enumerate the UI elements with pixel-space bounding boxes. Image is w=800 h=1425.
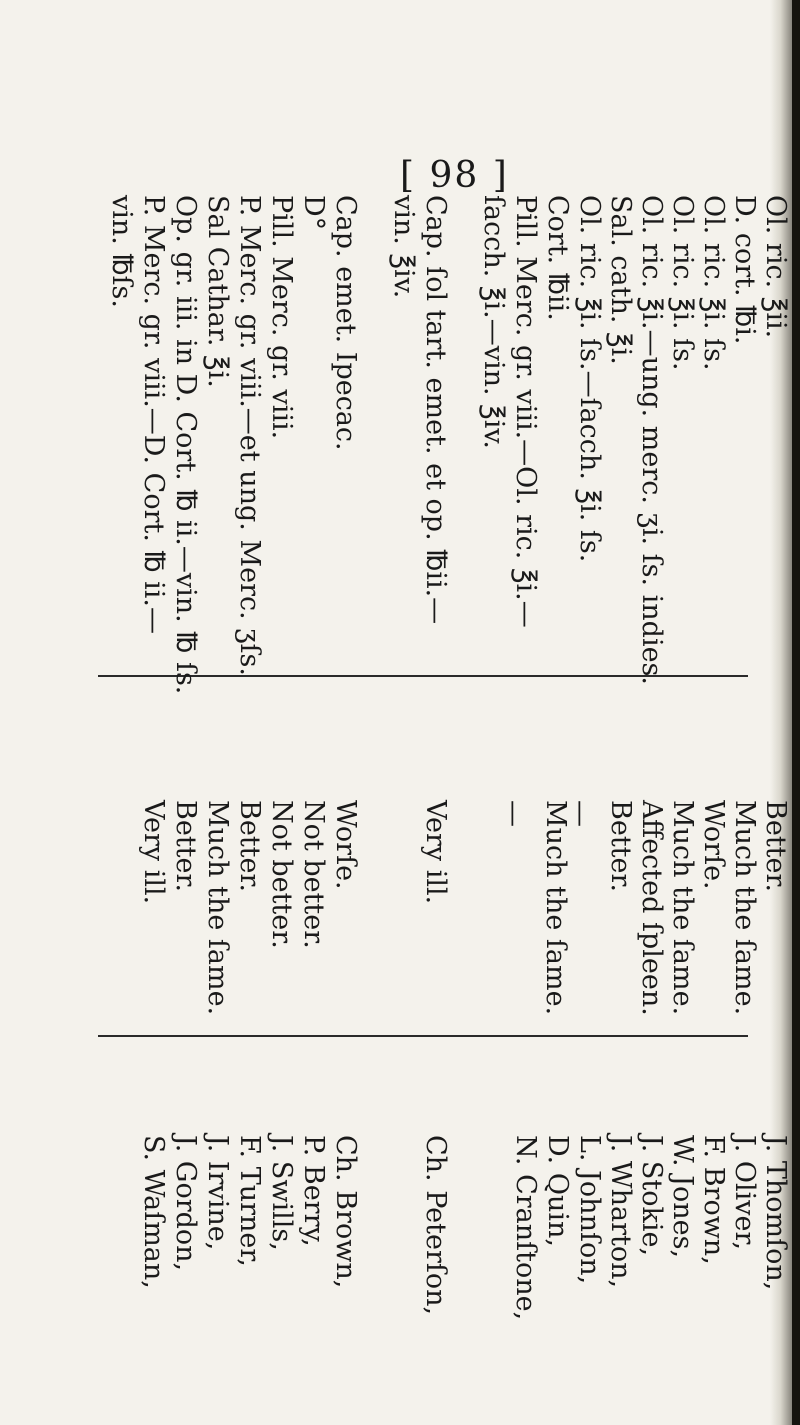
outcome-line: Much the ſame. xyxy=(729,800,760,1016)
patient-name: J. Stokie, xyxy=(636,1135,667,1257)
prescription-line: vin. ℥iv. xyxy=(388,195,419,299)
prescription-line: Ol. ric. ℥i.—ung. merc. ʒi. ſs. indies. xyxy=(636,195,667,685)
prescription-line: Ol. ric. ℥i. ſs.—ſacch. ℥i. ſs. xyxy=(574,195,605,563)
patient-name: J. Swills, xyxy=(266,1135,297,1251)
outcome-line: Better. xyxy=(234,800,265,893)
outcome-line: Worſe. xyxy=(330,800,361,890)
prescription-line: Ol. ric. ℥i. ſs. xyxy=(698,195,729,371)
prescription-line: ſacch. ℥i.—vin. ℥iv. xyxy=(478,195,509,450)
outcome-line: Worſe. xyxy=(698,800,729,890)
patient-name: J. Irvine, xyxy=(202,1135,233,1251)
prescription-line: Sal. cath. ℥i. xyxy=(605,195,636,365)
patient-name: N. Cranſtone, xyxy=(510,1135,541,1321)
outcome-line: Affected ſpleen. xyxy=(636,800,667,1016)
prescription-line: Cort. ℔ii. xyxy=(542,195,573,321)
prescription-line: Op. gr. iii. in D. Cort. ℔ ii.—vin. ℔ ſs. xyxy=(170,195,201,695)
prescription-line: Ol. ric. ℥i. ſs. xyxy=(667,195,698,371)
page-number-header: [ 98 ] xyxy=(400,155,509,196)
outcome-line: Much the ſame. xyxy=(202,800,233,1016)
patient-name: L. Johnſon, xyxy=(574,1135,605,1285)
prescription-line: P. Merc. gr. viii.—et ung. Merc. ʒſs. xyxy=(234,195,265,676)
outcome-line: Much the ſame. xyxy=(667,800,698,1016)
outcome-line: Not better. xyxy=(298,800,329,949)
prescription-line: vin. ℔ſs. xyxy=(106,195,137,308)
outcome-line: Very ill. xyxy=(138,800,169,905)
outcome-line: Not better. xyxy=(266,800,297,949)
prescription-line: Sal Cathar. ℥i. xyxy=(202,195,233,388)
outcome-line: — xyxy=(565,800,596,827)
outcome-line: Much the ſame. xyxy=(540,800,571,1016)
patient-name: J. Oliver, xyxy=(729,1135,760,1251)
prescription-line: D. cort. ℔i. xyxy=(729,195,760,345)
patient-name: P. Berry, xyxy=(298,1135,329,1247)
outcome-line: — xyxy=(498,800,529,827)
patient-name: S. Waſman, xyxy=(138,1135,169,1289)
patient-name: W. Jones, xyxy=(667,1135,698,1259)
rotated-table xyxy=(90,100,790,1400)
prescription-line: Ol. ric. ℥ii. xyxy=(760,195,791,339)
prescription-line: P. Merc. gr. viii.—D. Cort. ℔ ii.— xyxy=(138,195,169,635)
outcome-line: Very ill. xyxy=(420,800,451,905)
prescriptions-column xyxy=(90,195,790,775)
outcome-line: Better. xyxy=(605,800,636,893)
patient-name: J. Thomſon, xyxy=(760,1135,791,1291)
patient-name: F. Brown, xyxy=(698,1135,729,1265)
outcomes-column xyxy=(90,800,790,1060)
patient-name: Ch. Brown, xyxy=(330,1135,361,1289)
prescription-line: Pill. Merc. gr. viii.—Ol. ric. ℥i.— xyxy=(510,195,541,628)
patients-column xyxy=(90,1135,790,1365)
outcome-line: Better. xyxy=(170,800,201,893)
prescription-line: Cap. emet. Ipecac. xyxy=(330,195,361,451)
prescription-line: Pill. Merc. gr. viii. xyxy=(266,195,297,440)
patient-name: F. Turner, xyxy=(234,1135,265,1267)
patient-name: J. Wharton, xyxy=(605,1135,636,1289)
book-spine-edge xyxy=(792,0,800,1425)
prescription-line: Cap. ſol tart. emet. et op. ℔ii.— xyxy=(420,195,451,625)
patient-name: D. Quin, xyxy=(542,1135,573,1247)
patient-name: Ch. Peterſon, xyxy=(420,1135,451,1316)
patient-name: J. Gordon, xyxy=(170,1135,201,1272)
outcome-line: Better. xyxy=(760,800,791,893)
prescription-line: D° xyxy=(298,195,329,231)
